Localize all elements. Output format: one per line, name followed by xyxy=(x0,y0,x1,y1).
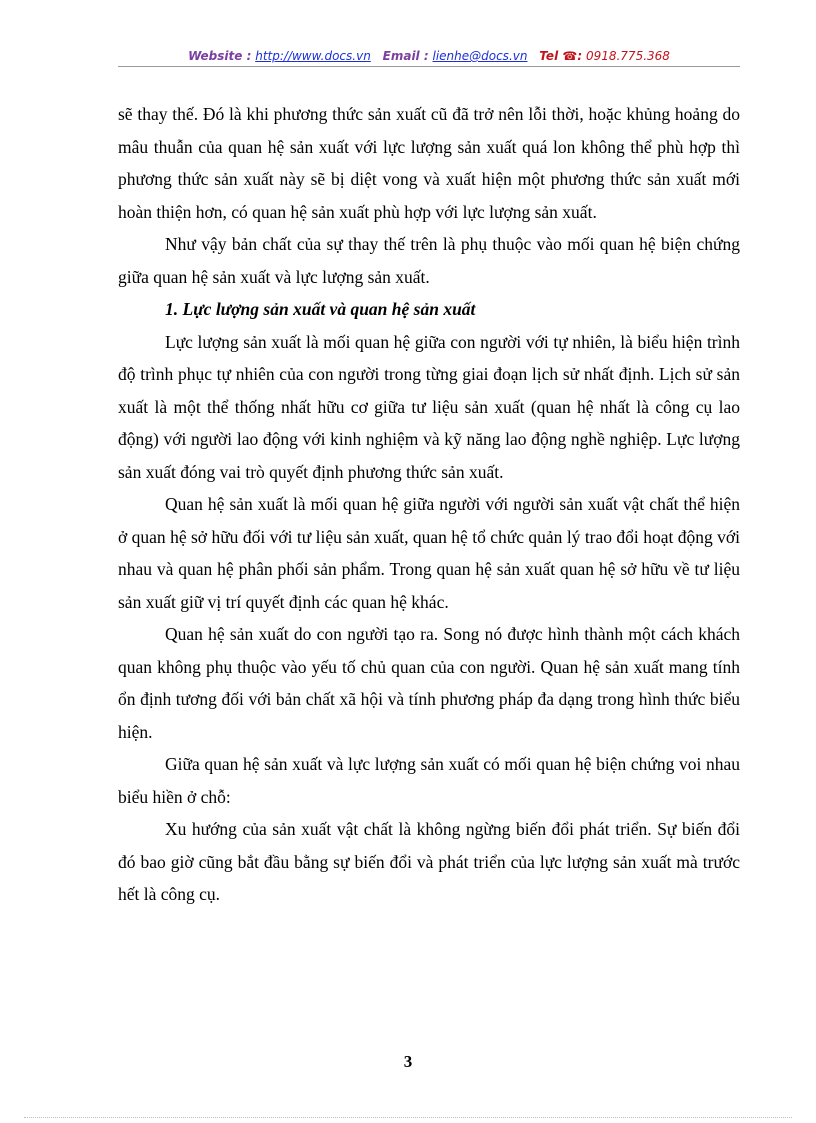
body-paragraph: Quan hệ sản xuất do con người tạo ra. Song nó được hình thành một cách khách quan không phụ thuộc vào yếu tố chủ quan của con người. Quan hệ sản xuất mang tính ổn định tương đối với bản chất xã hội và tính phương pháp đa dạng trong hình thức biểu hiện. xyxy=(118,624,740,742)
website-label: Website : xyxy=(188,49,252,63)
website-link[interactable]: http://www.docs.vn xyxy=(255,49,371,63)
body-paragraph: Giữa quan hệ sản xuất và lực lượng sản xuất có mối quan hệ biện chứng voi nhau biểu hiền ở chỗ: xyxy=(118,754,740,807)
email-link[interactable]: lienhe@docs.vn xyxy=(432,49,528,63)
email-label: Email xyxy=(382,49,420,63)
email-colon: : xyxy=(419,49,429,63)
body-paragraph: sẽ thay thế. Đó là khi phương thức sản xuất cũ đã trở nên lỗi thời, hoặc khủng hoảng do mâu thuẫn của quan hệ sản xuất với lực lượng sản xuất quá lon không thể phù hợp thì phương thức sản xuất này sẽ bị diệt vong và xuất hiện một phương thức sản xuất mới hoàn thiện hơn, có quan hệ sản xuất phù hợp với lực lượng sản xuất. xyxy=(118,104,740,222)
body-paragraph: Xu hướng của sản xuất vật chất là không ngừng biến đổi phát triển. Sự biến đổi đó bao giờ cũng bắt đầu bằng sự biến đổi và phát triển của lực lượng sản xuất mà trước hết là công cụ. xyxy=(118,819,740,904)
document-body xyxy=(118,98,740,911)
body-paragraph: Lực lượng sản xuất là mối quan hệ giữa con người với tự nhiên, là biểu hiện trình độ trình phục tự nhiên của con người trong từng giai đoạn lịch sử nhất định. Lịch sử sản xuất là một thể thống nhất hữu cơ giữa tư liệu sản xuất (quan hệ nhất là công cụ lao động) với người lao động với kinh nghiệm và kỹ năng lao động nghề nghiệp. Lực lượng sản xuất đóng vai trò quyết định phương thức sản xuất. xyxy=(118,331,740,482)
body-paragraph: Quan hệ sản xuất là mối quan hệ giữa người với người sản xuất vật chất thể hiện ở quan hệ sở hữu đối với tư liệu sản xuất, quan hệ tổ chức quản lý trao đổi hoạt động với nhau và quan hệ phân phối sản phẩm. Trong quan hệ sản xuất quan hệ sở hữu về tư liệu sản xuất giữ vị trí quyết định các quan hệ khác. xyxy=(118,494,740,612)
section-heading: 1. Lực lượng sản xuất và quan hệ sản xuất xyxy=(165,299,476,319)
page-number: 3 xyxy=(403,1052,413,1071)
body-paragraph: Như vậy bản chất của sự thay thế trên là phụ thuộc vào mối quan hệ biện chứng giữa quan hệ sản xuất và lực lượng sản xuất. xyxy=(118,234,740,287)
tel-label: Tel ☎: xyxy=(539,49,583,63)
tel-value: 0918.775.368 xyxy=(582,49,670,63)
footer-divider xyxy=(24,1117,792,1118)
page-header xyxy=(118,46,740,67)
